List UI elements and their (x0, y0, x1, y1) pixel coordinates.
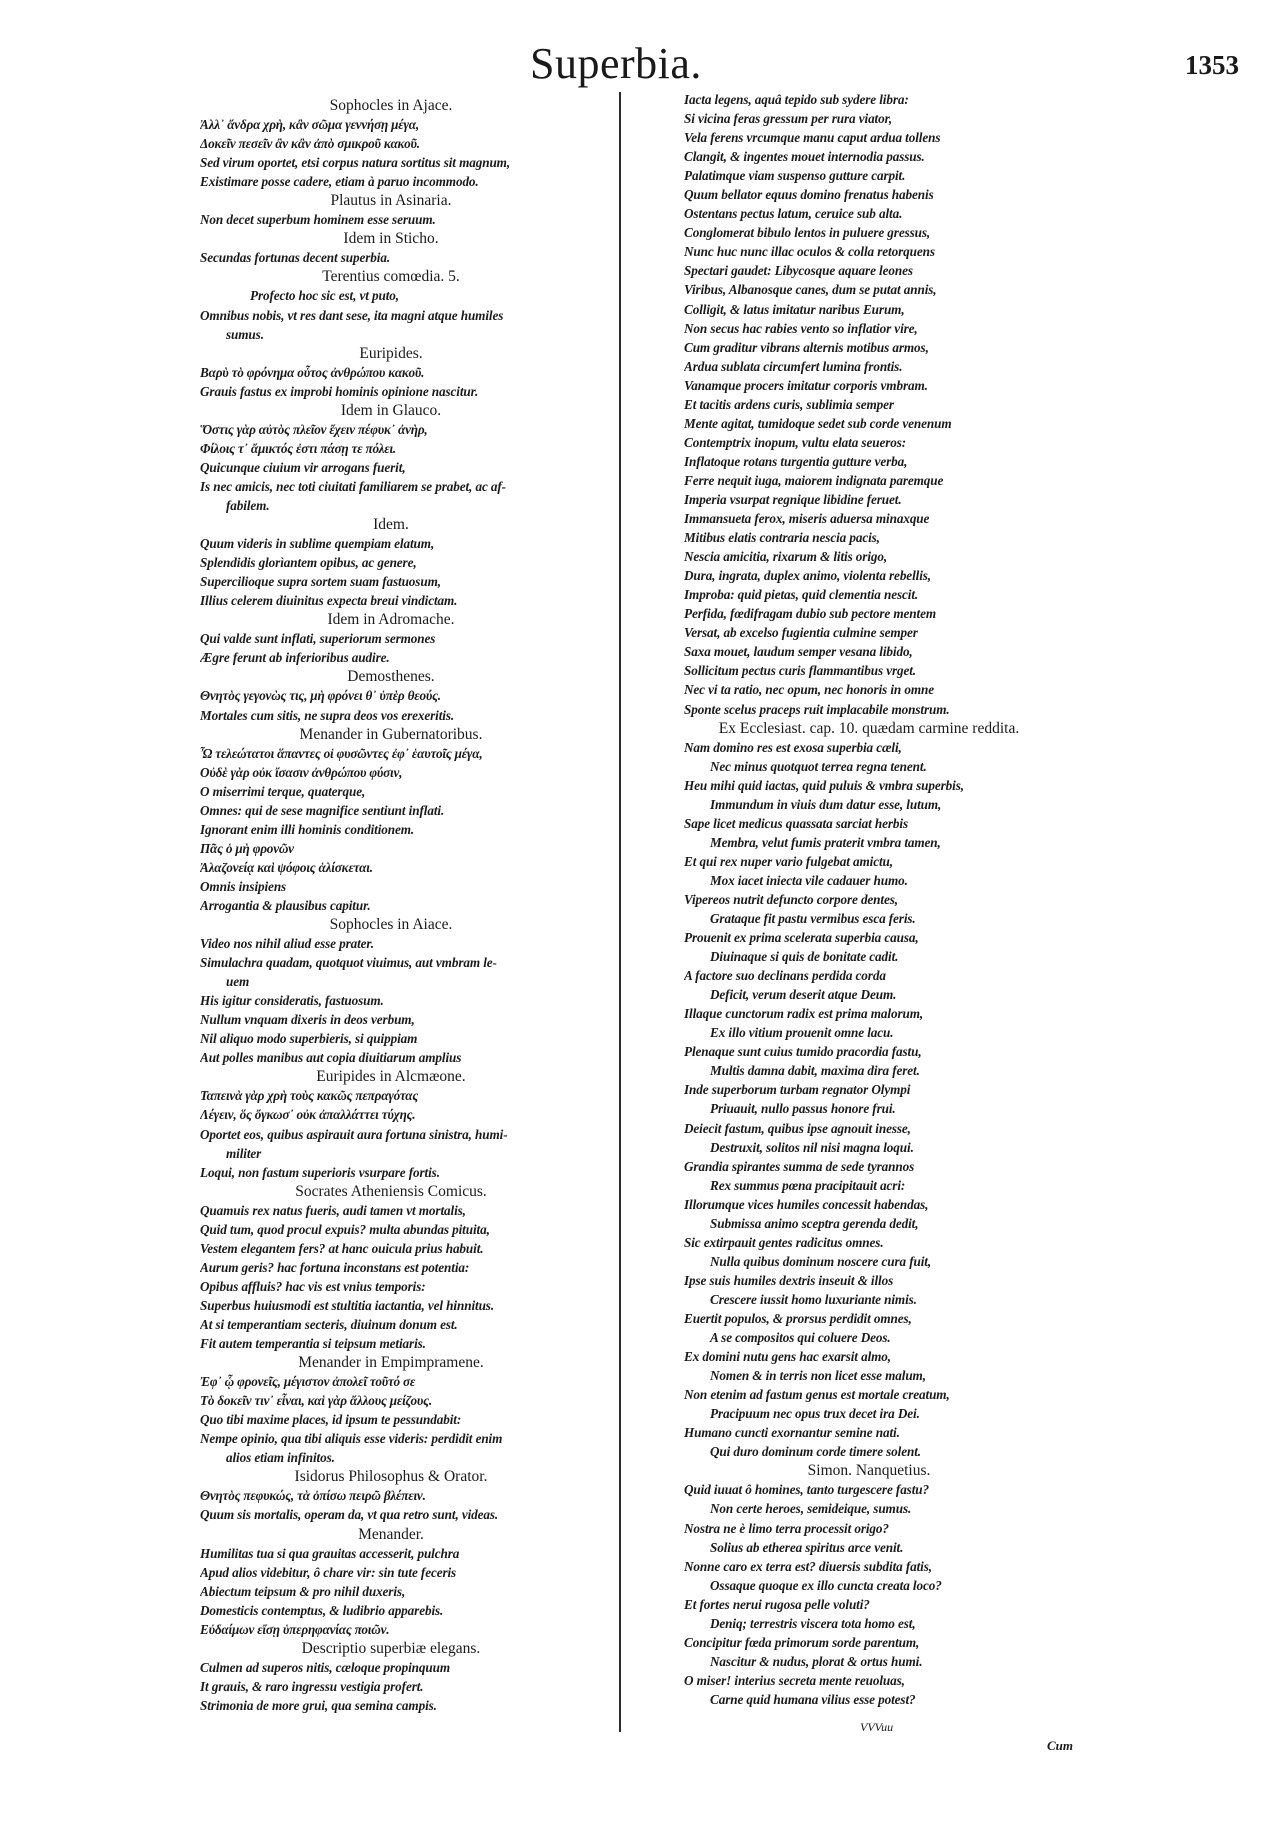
latin-verse-line: Nempe opinio, qua tibi aliquis esse videris: perdidit enim (200, 1431, 503, 1447)
greek-verse-line: Τὸ δοκεῖν τιν᾽ εἶναι, καὶ γὰρ ἄλλους μείζους. (200, 1393, 432, 1409)
latin-verse-line: Inde superborum turbam regnator Olympi (684, 1082, 911, 1098)
section-heading: Euripides. (359, 344, 423, 362)
section-heading: Menander in Gubernatoribus. (299, 725, 483, 743)
latin-verse-line: Quamuis rex natus fueris, audi tamen vt mortalis, (200, 1202, 466, 1218)
section-heading: Demosthenes. (347, 668, 435, 686)
latin-verse-line: Deficit, verum deserit atque Deum. (710, 987, 897, 1003)
latin-verse-line: It grauis, & raro ingressu vestigia profert. (200, 1678, 424, 1694)
latin-verse-line: Heu mihi quid iactas, quid puluis & vmbra superbis, (684, 777, 964, 793)
latin-verse-line: Non decet superbum hominem esse seruum. (200, 212, 436, 228)
section-heading: Sophocles in Ajace. (329, 97, 453, 114)
latin-verse-line: Apud alios videbitur, ô chare vir: sin tute feceris (200, 1564, 457, 1580)
latin-verse-line: Nostra ne è limo terra processit origo? (684, 1520, 889, 1536)
latin-verse-line: Grandia spirantes summa de sede tyrannos (684, 1158, 915, 1174)
latin-verse-line: Ignorant enim illi hominis conditionem. (200, 821, 415, 837)
latin-verse-line: Quid tum, quod procul expuis? multa abundas pituita, (200, 1221, 490, 1237)
latin-verse-line: Superbus huiusmodi est stultitia iactantia, vel hinnitus. (200, 1297, 495, 1313)
latin-verse-line: Immansueta ferox, miseris aduersa minaxque (684, 511, 930, 527)
greek-verse-line: Πᾶς ὁ μὴ φρονῶν (200, 840, 294, 856)
greek-verse-line: Οὐδὲ γὰρ οὐκ ἴσασιν ἀνθρώπου φύσιν, (200, 764, 403, 780)
latin-verse-line: Ipse suis humiles dextris inseuit & illos (684, 1272, 894, 1288)
signature-mark: VVVuu (860, 1720, 894, 1734)
latin-verse-line: Mitibus elatis contraria nescia pacis, (684, 530, 880, 546)
section-heading: Socrates Atheniensis Comicus. (295, 1182, 487, 1200)
latin-verse-line: Domesticis contemptus, & ludibrio apparebis. (200, 1602, 444, 1618)
latin-verse-line: Qui valde sunt inflati, superiorum sermones (200, 631, 436, 647)
latin-verse-line: Omnis insipiens (200, 878, 287, 894)
latin-verse-line: Diuinaque si quis de bonitate cadit. (710, 949, 899, 965)
latin-verse-line: Sape licet medicus quassata sarciat herbis (684, 815, 909, 831)
latin-verse-line: Improba: quid pietas, quid clementia nescit. (684, 587, 919, 603)
running-title: Superbia. (530, 39, 702, 88)
latin-verse-line: Nec minus quotquot terrea regna tenent. (710, 758, 927, 774)
latin-verse-line: Si vicina feras gressum per rura viator, (684, 111, 893, 127)
latin-verse-line: Pracipuum nec opus trux decet ira Dei. (710, 1406, 920, 1422)
latin-verse-line: Quicunque ciuium vir arrogans fuerit, (200, 459, 406, 475)
latin-verse-line: Saxa mouet, laudum semper vesana libido, (684, 644, 913, 660)
latin-verse-line: Loqui, non fastum superioris vsurpare fortis. (200, 1164, 440, 1180)
latin-verse-line: Non secus hac rabies vento so inflatior vire, (684, 320, 918, 336)
latin-verse-line: Crescere iussit homo luxuriante nimis. (710, 1291, 917, 1307)
latin-verse-line: Nascitur & nudus, plorat & ortus humi. (710, 1653, 923, 1669)
latin-verse-line: Ex domini nutu gens hac exarsit almo, (684, 1349, 891, 1365)
latin-verse-line: Omnibus nobis, vt res dant sese, ita magni atque humiles (200, 307, 504, 323)
right-text-column (684, 90, 1084, 1709)
latin-verse-line: Sollicitum pectus curis flammantibus vrget. (684, 663, 917, 679)
greek-verse-line: Θνητὸς πεφυκώς, τὰ ὀπίσω πειρῶ βλέπειν. (200, 1488, 426, 1504)
greek-verse-line: Ἐφ᾽ ᾧ φρονεῖς, μέγιστον ἀπολεῖ τοῦτό σε (200, 1374, 416, 1390)
latin-verse-line: Secundas fortunas decent superbia. (200, 250, 391, 266)
latin-verse-line: alios etiam infinitos. (226, 1450, 335, 1466)
latin-verse-line: Illius celerem diuinitus expecta breui vindictam. (200, 593, 458, 609)
latin-verse-line: Ossaque quoque ex illo cuncta creata loco? (710, 1577, 942, 1593)
latin-verse-line: Destruxit, solitos nil nisi magna loqui. (710, 1139, 914, 1155)
latin-verse-line: Euertit populos, & prorsus perdidit omnes, (684, 1311, 912, 1326)
latin-verse-line: Oportet eos, quibus aspirauit aura fortuna sinistra, humi- (200, 1126, 508, 1142)
section-heading: Idem in Adromache. (327, 611, 455, 629)
latin-verse-line: Concipitur fœda primorum sorde parentum, (684, 1634, 920, 1650)
section-heading: Menander. (358, 1525, 424, 1543)
section-heading: Simon. Nanquetius. (807, 1462, 931, 1480)
greek-verse-line: Ὦ τελεώτατοι ἅπαντες οἱ φυσῶντες ἐφ᾽ ἑαυτοῖς μέγα, (200, 745, 483, 761)
latin-verse-line: Nam domino res est exosa superbia cæli, (684, 739, 902, 755)
latin-verse-line: Nescia amicitia, rixarum & litis origo, (684, 549, 888, 565)
latin-verse-line: Nomen & in terris non licet esse malum, (710, 1368, 926, 1384)
latin-verse-line: Mortales cum sitis, ne supra deos vos erexeritis. (200, 707, 455, 723)
latin-verse-line: Plenaque sunt cuius tumido pracordia fastu, (684, 1044, 922, 1060)
latin-verse-line: Illaque cunctorum radix est prima malorum, (684, 1006, 924, 1022)
latin-verse-line: Nulla quibus dominum noscere cura fuit, (710, 1253, 932, 1269)
latin-verse-line: Perfida, fœdifragam dubio sub pectore mentem (684, 606, 937, 622)
latin-verse-line: Clangit, & ingentes mouet internodia passus. (684, 149, 925, 165)
latin-verse-line: sumus. (226, 326, 264, 342)
latin-verse-line: Membra, velut fumis praterit vmbra tamen, (710, 834, 941, 850)
latin-verse-line: Multis damna dabit, maxima dira feret. (710, 1063, 920, 1079)
latin-verse-line: Cum graditur vibrans alternis motibus armos, (684, 339, 929, 355)
column-divider-rule (619, 92, 621, 1732)
latin-verse-line: Profecto hoc sic est, vt puto, (250, 288, 399, 304)
latin-verse-line: Palatimque viam suspenso gutture carpit. (684, 168, 906, 184)
greek-verse-line: Ἀλαζονείᾳ καὶ ψόφοις ἁλίσκεται. (200, 859, 373, 875)
section-heading: Idem in Glauco. (340, 401, 442, 419)
latin-verse-line: Spectari gaudet: Libycosque aquare leones (684, 263, 913, 279)
latin-verse-line: A factore suo declinans perdida corda (684, 968, 886, 984)
latin-verse-line: Quo tibi maxime places, id ipsum te pessundabit: (200, 1412, 462, 1428)
greek-verse-line: Ταπεινὰ γὰρ χρὴ τοὺς κακῶς πεπραγότας (200, 1088, 419, 1104)
greek-verse-line: Ὅστις γὰρ αὐτὸς πλεῖον ἔχειν πέφυκ᾽ ἀνὴρ, (200, 421, 428, 437)
latin-verse-line: Nunc huc nunc illac oculos & colla retorquens (684, 244, 935, 260)
latin-verse-line: Culmen ad superos nitis, cæloque propinquum (200, 1659, 450, 1675)
greek-verse-line: Βαρὺ τὸ φρόνημα οὗτος ἀνθρώπου κακοῦ. (200, 364, 425, 380)
latin-verse-line: Dura, ingrata, duplex animo, violenta rebellis, (684, 568, 931, 584)
section-heading: Idem in Sticho. (343, 230, 439, 248)
latin-verse-line: Vestem elegantem fers? at hanc ouicula prius habuit. (200, 1240, 484, 1256)
latin-verse-line: Existimare posse cadere, etiam à paruo incommodo. (200, 174, 479, 190)
page-number: 1353 (1185, 50, 1239, 80)
latin-verse-line: Solius ab etherea spiritus arce venit. (710, 1539, 904, 1555)
latin-verse-line: Ferre nequit iuga, maiorem indignata paremque (684, 472, 944, 488)
latin-verse-line: Aut polles manibus aut copia diuitiarum amplius (200, 1050, 462, 1066)
latin-verse-line: At si temperantiam secteris, diuinum donum est. (200, 1317, 458, 1332)
latin-verse-line: militer (226, 1145, 262, 1161)
latin-verse-line: Quum videris in sublime quempiam elatum, (200, 536, 435, 552)
greek-verse-line: Εὐδαίμων εἴσῃ ὑπερηφανίας ποιῶν. (200, 1621, 390, 1637)
latin-verse-line: fabilem. (226, 497, 270, 513)
latin-verse-line: Rex summus pœna pracipitauit acri: (710, 1177, 906, 1193)
latin-verse-line: Qui duro dominum corde timere solent. (710, 1444, 921, 1460)
latin-verse-line: Non etenim ad fastum genus est mortale creatum, (684, 1387, 950, 1403)
section-heading: Descriptio superbiæ elegans. (301, 1639, 481, 1657)
latin-verse-line: Deniq; terrestris viscera tota homo est, (710, 1615, 916, 1631)
latin-verse-line: Abiectum teipsum & pro nihil duxeris, (200, 1583, 406, 1599)
latin-verse-line: Submissa animo sceptra gerenda dedit, (710, 1215, 919, 1231)
latin-verse-line: Vela ferens vrcumque manu caput ardua tollens (684, 130, 941, 146)
latin-verse-line: Contemptrix inopum, vultu elata seueros: (684, 434, 907, 450)
latin-verse-line: Video nos nihil aliud esse prater. (200, 936, 374, 952)
latin-verse-line: Ardua sublata circumfert lumina frontis. (684, 358, 903, 374)
latin-verse-line: O miserrimi terque, quaterque, (200, 783, 366, 799)
latin-verse-line: Colligit, & latus imitatur naribus Eurum, (684, 301, 905, 317)
latin-verse-line: Illorumque vices humiles concessit habendas, (684, 1196, 929, 1212)
greek-verse-line: Θνητὸς γεγονὼς τις, μὴ φρόνει θ᾽ ὑπὲρ θεούς. (200, 688, 441, 704)
latin-verse-line: Sponte scelus praceps ruit implacabile monstrum. (684, 701, 950, 717)
latin-verse-line: Prouenit ex prima scelerata superbia causa, (684, 930, 919, 946)
latin-verse-line: Fit autem temperantia si teipsum metiaris. (200, 1336, 426, 1352)
latin-verse-line: Grauis fastus ex improbi hominis opinione nascitur. (200, 383, 479, 399)
section-heading: Terentius comœdia. 5. (322, 268, 460, 286)
latin-verse-line: Ex illo vitium prouenit omne lacu. (710, 1025, 894, 1041)
latin-verse-line: Is nec amicis, nec toti ciuitati familiarem se prabet, ac af- (200, 478, 506, 494)
latin-verse-line: Inflatoque rotans turgentia gutture verba, (684, 453, 908, 469)
latin-verse-line: Immundum in viuis dum datur esse, lutum, (710, 796, 942, 812)
latin-verse-line: His igitur consideratis, fastuosum. (200, 993, 384, 1009)
latin-verse-line: Conglomerat bibulo lentos in puluere gressus, (684, 225, 931, 241)
latin-verse-line: Omnes: qui de sese magnifice sentiunt inflati. (200, 802, 445, 818)
latin-verse-line: Et qui rex nuper vario fulgebat amictu, (684, 853, 893, 869)
latin-verse-line: Splendidis glorìantem opibus, ac genere, (200, 555, 417, 571)
latin-verse-line: Sic extirpauit gentes radicitus omnes. (684, 1234, 884, 1250)
greek-verse-line: Ἀλλ᾽ ἄνδρα χρὴ, κἂν σῶμα γεννήσῃ μέγα, (200, 117, 419, 133)
greek-verse-line: Δοκεῖν πεσεῖν ἂν κἂν ἀπὸ σμικροῦ κακοῦ. (200, 136, 420, 152)
latin-verse-line: Et fortes nerui rugosa pelle voluti? (684, 1596, 870, 1612)
latin-verse-line: Aurum geris? hac fortuna inconstans est potentia: (200, 1259, 470, 1275)
section-heading: Isidorus Philosophus & Orator. (294, 1468, 488, 1486)
latin-verse-line: Et tacitis ardens curis, sublimia semper (684, 396, 894, 412)
latin-verse-line: Mente agitat, tumidoque sedet sub corde venenum (684, 415, 952, 431)
section-heading: Menander in Empimpramene. (298, 1354, 484, 1372)
latin-verse-line: Vipereos nutrit defuncto corpore dentes, (684, 891, 898, 907)
latin-verse-line: Supercilioque supra sortem suam fastuosum, (200, 574, 441, 590)
latin-verse-line: Ostentans pectus latum, ceruice sub alta. (684, 206, 903, 222)
latin-verse-line: Nullum vnquam dixeris in deos verbum, (200, 1012, 415, 1028)
section-heading: Euripides in Alcmæone. (316, 1068, 466, 1086)
latin-verse-line: Quum bellator equus domino frenatus habenis (684, 187, 934, 203)
greek-verse-line: Λέγειν, ὅς ὄγκωσ᾽ οὐκ ἀπαλλάττει τύχης. (200, 1107, 416, 1123)
latin-verse-line: Non certe heroes, semideique, sumus. (710, 1501, 912, 1517)
section-heading: Ex Ecclesiast. cap. 10. quædam carmine reddita. (718, 719, 1020, 737)
latin-verse-line: uem (226, 974, 250, 990)
greek-verse-line: Φίλοις τ᾽ ἄμικτός ἐστι πάσῃ τε πόλει. (200, 440, 397, 456)
latin-verse-line: Nil aliquo modo superbieris, si quippiam (200, 1031, 418, 1047)
latin-verse-line: Priuauit, nullo passus honore frui. (710, 1101, 896, 1117)
latin-verse-line: Nec vi ta ratio, nec opum, nec honoris in omne (684, 682, 935, 698)
latin-verse-line: O miser! interius secreta mente reuoluas, (684, 1672, 905, 1688)
latin-verse-line: Opibus affluis? hac vis est vnius temporis: (200, 1278, 426, 1294)
latin-verse-line: Viribus, Albanosque canes, dum se putat annis, (684, 282, 937, 298)
catchword: Cum (1047, 1738, 1074, 1753)
latin-verse-line: Simulachra quadam, quotquot viuimus, aut vmbram le- (200, 955, 497, 971)
latin-verse-line: Humano cuncti exornantur semine nati. (684, 1425, 900, 1441)
latin-verse-line: Quid iuuat ô homines, tanto turgescere fastu? (684, 1482, 930, 1498)
latin-verse-line: Arrogantia & plausibus capitur. (200, 897, 371, 913)
latin-verse-line: Strimonia de more grui, qua semina campis. (200, 1697, 437, 1713)
section-heading: Sophocles in Aiace. (329, 916, 453, 934)
section-heading: Plautus in Asinaria. (330, 192, 452, 210)
latin-verse-line: Imperia vsurpat regnique libidine feruet. (684, 491, 902, 507)
latin-verse-line: Sed virum oportet, etsi corpus natura sortitus sit magnum, (200, 155, 511, 171)
latin-verse-line: Versat, ab excelso fugientia culmine semper (684, 625, 918, 641)
latin-verse-line: Iacta legens, aquâ tepido sub sydere libra: (684, 92, 909, 107)
section-heading: Idem. (373, 516, 409, 534)
latin-verse-line: Ægre ferunt ab inferioribus audire. (200, 650, 390, 666)
latin-verse-line: Mox iacet iniecta vile cadauer humo. (710, 872, 908, 888)
left-text-column (200, 96, 612, 1715)
latin-verse-line: Nonne caro ex terra est? diuersis subdita fatis, (684, 1558, 932, 1574)
latin-verse-line: Humilitas tua si qua grauitas accesserit, pulchra (200, 1545, 460, 1561)
latin-verse-line: Grataque fit pastu vermibus esca feris. (710, 911, 916, 927)
latin-verse-line: Deiecit fastum, quibus ipse agnouit inesse, (684, 1120, 911, 1136)
latin-verse-line: A se compositos qui coluere Deos. (710, 1330, 891, 1346)
latin-verse-line: Vanamque procers imitatur corporis vmbram. (684, 377, 928, 393)
latin-verse-line: Quum sis mortalis, operam da, vt qua retro sunt, videas. (200, 1507, 499, 1523)
latin-verse-line: Carne quid humana vilius esse potest? (710, 1691, 916, 1707)
